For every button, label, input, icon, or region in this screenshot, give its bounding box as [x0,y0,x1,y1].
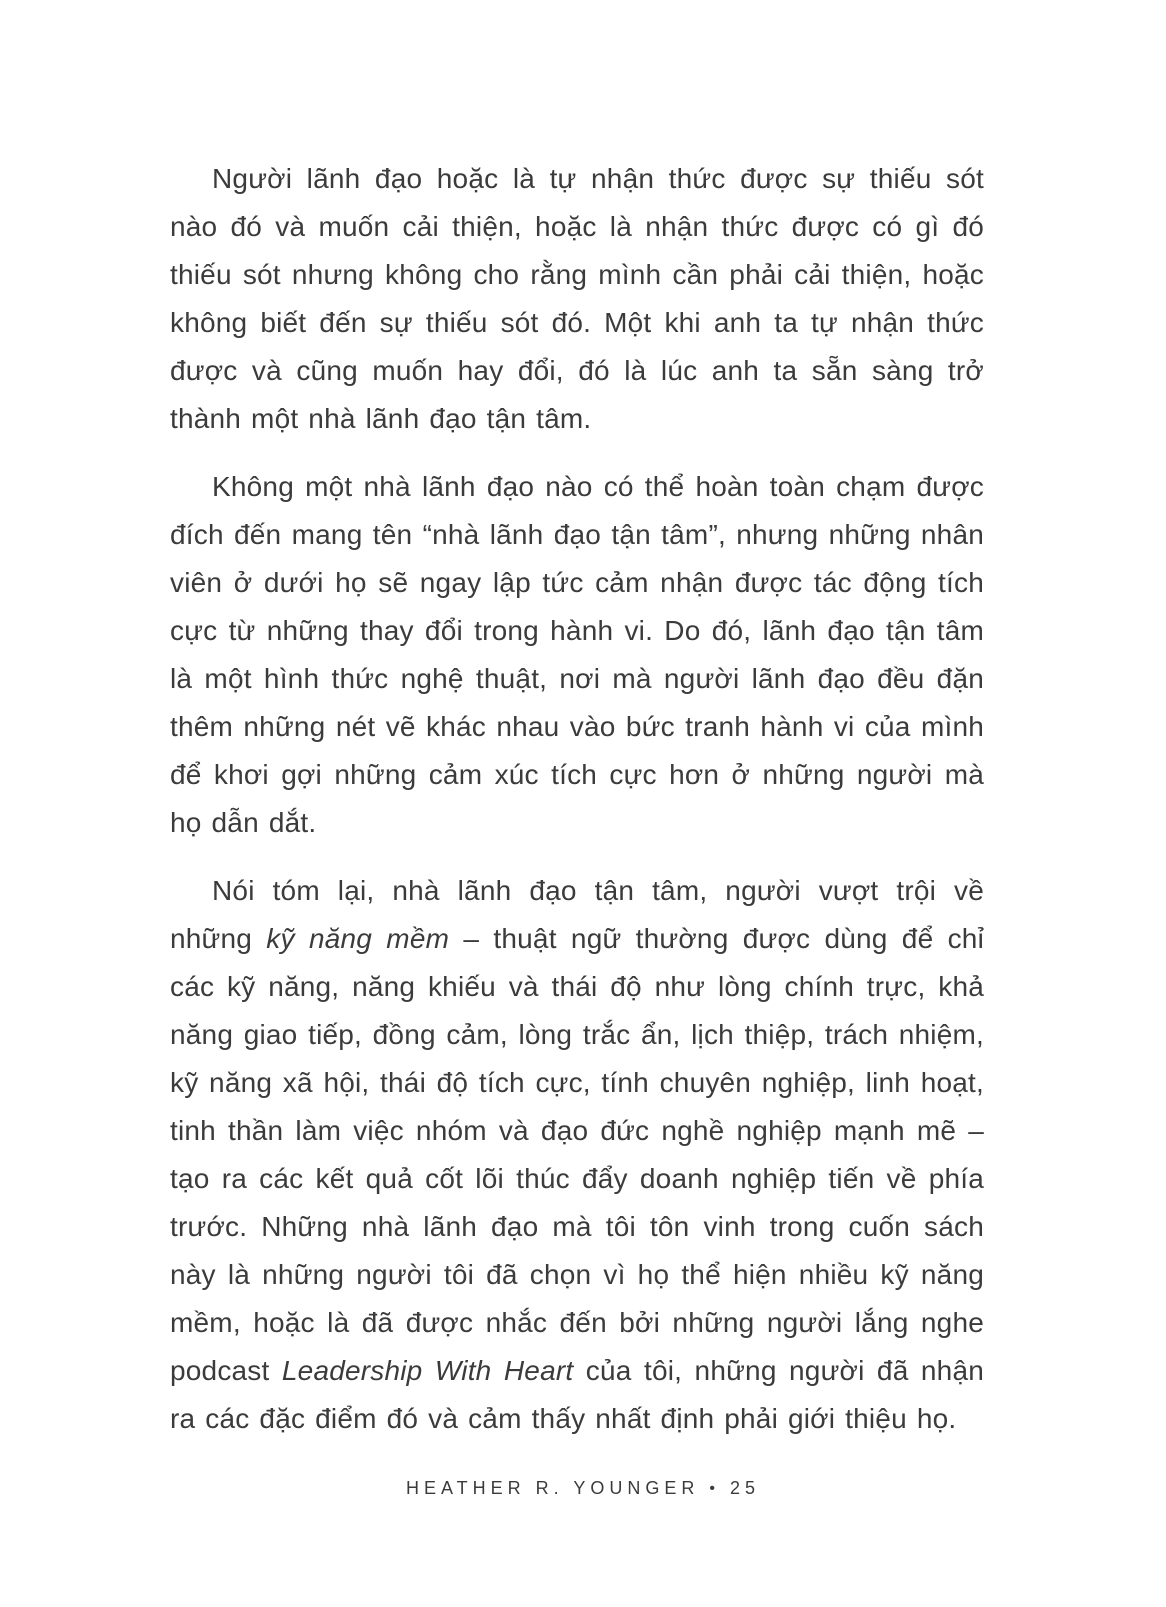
body-text: Không một nhà lãnh đạo nào có thể hoàn toàn chạm được đích đến mang tên “nhà lãnh đạo tận tâm”, nhưng những nhân viên ở dưới họ sẽ ngay lập tức cảm nhận được tác động tích cực từ những thay đổi trong hành vi. Do đó, lãnh đạo tận tâm là một hình thức nghệ thuật, nơi mà người lãnh đạo đều đặn thêm những nét vẽ khác nhau vào bức tranh hành vi của mình để khơi gợi những cảm xúc tích cực hơn ở những người mà họ dẫn dắt. [170,471,984,838]
paragraph-1 [170,155,984,443]
footer-author: HEATHER R. YOUNGER [405,1478,700,1498]
page-footer [0,1478,1166,1499]
italic-text: kỹ năng mềm [266,923,450,954]
paragraph-3 [170,867,984,1443]
italic-text: Leadership With Heart [281,1355,574,1386]
body-text: – thuật ngữ thường được dùng để chỉ các kỹ năng, năng khiếu và thái độ như lòng chính trực, khả năng giao tiếp, đồng cảm, lòng trắc ẩn, lịch thiệp, trách nhiệm, kỹ năng xã hội, thái độ tích cực, tính chuyên nghiệp, linh hoạt, tinh thần làm việc nhóm và đạo đức nghề nghiệp mạnh mẽ – tạo ra các kết quả cốt lõi thúc đẩy doanh nghiệp tiến về phía trước. Những nhà lãnh đạo mà tôi tôn vinh trong cuốn sách này là những người tôi đã chọn vì họ thể hiện nhiều kỹ năng mềm, hoặc là đã được nhắc đến bởi những người lắng nghe podcast [170,923,984,1386]
body-text: Nói tóm lại, nhà lãnh đạo tận tâm, người vượt trội về những [170,875,984,954]
page-number: 25 [729,1478,760,1498]
page-body-text [170,155,984,1443]
paragraph-2 [170,463,984,847]
body-text: Người lãnh đạo hoặc là tự nhận thức được sự thiếu sót nào đó và muốn cải thiện, hoặc là nhận thức được có gì đó thiếu sót nhưng không cho rằng mình cần phải cải thiện, hoặc không biết đến sự thiếu sót đó. Một khi anh ta tự nhận thức được và cũng muốn hay đổi, đó là lúc anh ta sẵn sàng trở thành một nhà lãnh đạo tận tâm. [170,163,984,434]
body-text: của tôi, những người đã nhận ra các đặc điểm đó và cảm thấy nhất định phải giới thiệu họ. [170,1355,984,1434]
bullet-separator: • [709,1480,720,1497]
